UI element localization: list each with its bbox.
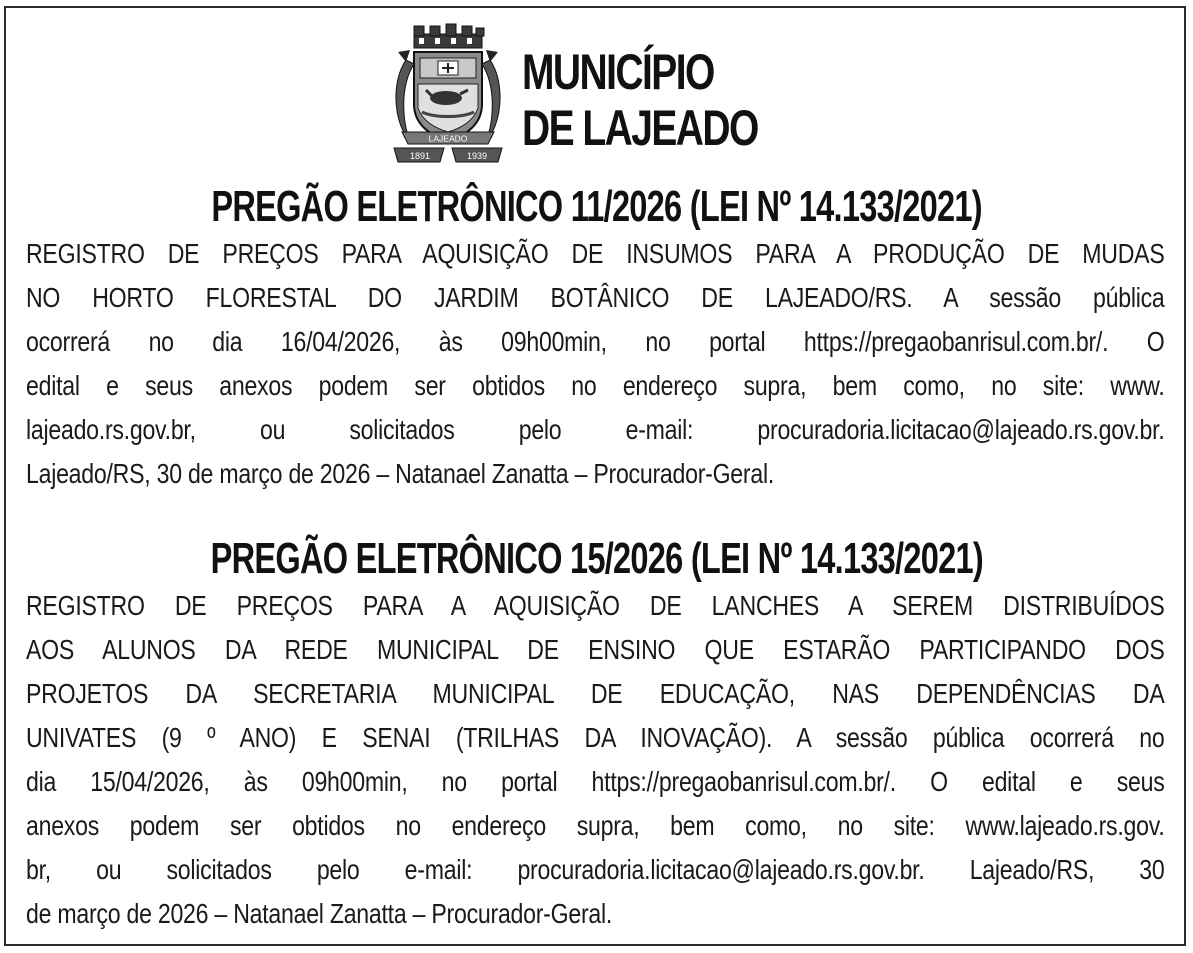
crest-year-left: 1891 [409, 151, 431, 161]
crest-year-right: 1939 [466, 151, 488, 161]
notice-heading-1: PREGÃO ELETRÔNICO 11/2026 (LEI Nº 14.133/2021) [211, 182, 982, 231]
notice-2-line: UNIVATES (9 º ANO) E SENAI (TRILHAS DA INOVAÇÃO). A sessão pública ocorrerá no [26, 722, 1165, 753]
notice-2-line: br, ou solicitados pelo e-mail: procuradoria.licitacao@lajeado.rs.gov.br. Lajeado/RS, 30 [26, 854, 1165, 885]
notice-2-line: AOS ALUNOS DA REDE MUNICIPAL DE ENSINO QUE ESTARÃO PARTICIPANDO DOS [26, 634, 1165, 665]
notice-2-line: REGISTRO DE PREÇOS PARA A AQUISIÇÃO DE LANCHES A SEREM DISTRIBUÍDOS [26, 590, 1165, 621]
notice-1-line: ocorrerá no dia 16/04/2026, às 09h00min, no portal https://pregaobanrisul.com.br/. O [26, 326, 1165, 357]
notice-1-line: edital e seus anexos podem ser obtidos no endereço supra, bem como, no site: www. [26, 370, 1165, 401]
notice-2-line: anexos podem ser obtidos no endereço supra, bem como, no site: www.lajeado.rs.gov. [26, 810, 1165, 841]
notice-2-line: PROJETOS DA SECRETARIA MUNICIPAL DE EDUCAÇÃO, NAS DEPENDÊNCIAS DA [26, 678, 1165, 709]
notice-1-line: lajeado.rs.gov.br, ou solicitados pelo e-mail: procuradoria.licitacao@lajeado.rs.gov.br. [26, 414, 1165, 445]
notice-2-line: dia 15/04/2026, às 09h00min, no portal https://pregaobanrisul.com.br/. O edital e seus [26, 766, 1165, 797]
municipality-title [522, 44, 758, 156]
notice-1-line: Lajeado/RS, 30 de março de 2026 – Natanael Zanatta – Procurador-Geral. [26, 458, 775, 489]
municipality-title-line1: MUNICÍPIO [522, 44, 714, 100]
notice-1-line: NO HORTO FLORESTAL DO JARDIM BOTÂNICO DE LAJEADO/RS. A sessão pública [26, 282, 1165, 313]
municipality-title-line2: DE LAJEADO [522, 100, 758, 156]
crest-scroll-text: LAJEADO [428, 133, 468, 144]
notice-2-line: de março de 2026 – Natanael Zanatta – Procurador-Geral. [26, 898, 613, 929]
notice-heading-2: PREGÃO ELETRÔNICO 15/2026 (LEI Nº 14.133/2021) [210, 534, 983, 583]
coat-of-arms-icon [388, 20, 508, 168]
notice-1-line: REGISTRO DE PREÇOS PARA AQUISIÇÃO DE INSUMOS PARA A PRODUÇÃO DE MUDAS [26, 238, 1165, 269]
municipality-header [388, 20, 808, 170]
